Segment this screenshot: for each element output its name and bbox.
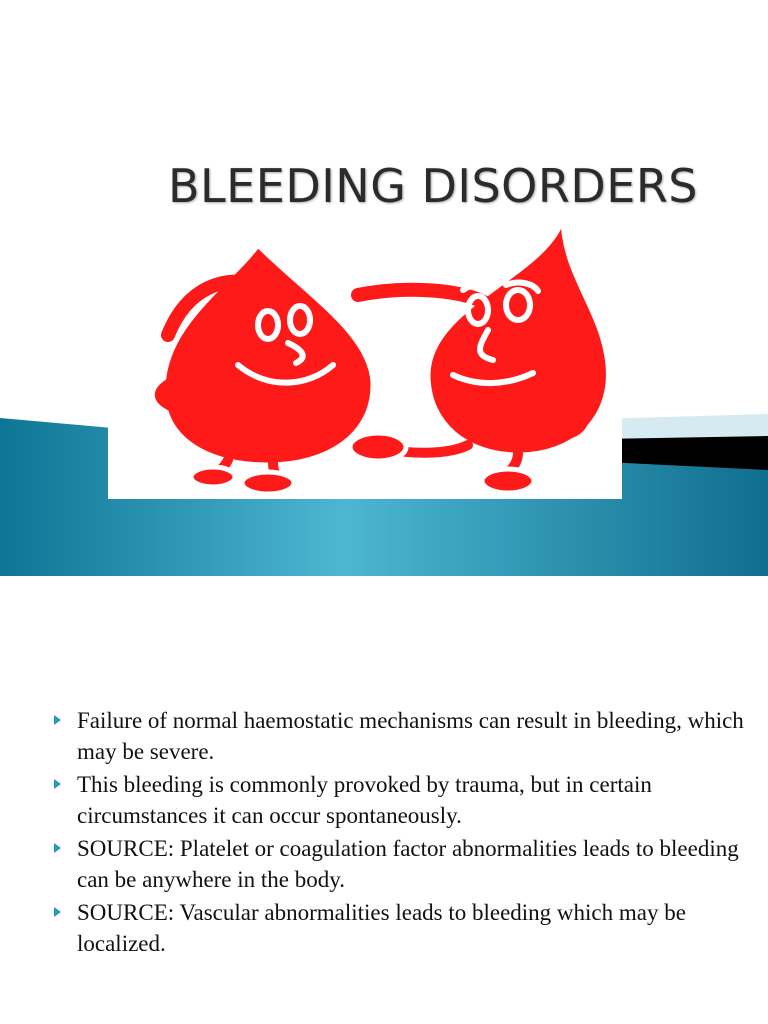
bullet-list <box>52 705 752 961</box>
illustration-panel <box>108 215 622 499</box>
bullet-arrow-icon <box>54 715 61 725</box>
list-item <box>52 897 752 959</box>
bullet-arrow-icon <box>54 779 61 789</box>
blood-drop-characters-icon <box>108 215 622 499</box>
bullet-text: SOURCE: Vascular abnormalities leads to bleeding which may be localized. <box>77 900 686 956</box>
bullet-arrow-icon <box>54 907 61 917</box>
list-item <box>52 833 752 895</box>
bullet-text: This bleeding is commonly provoked by trauma, but in certain circumstances it can occur spontaneously. <box>77 772 652 828</box>
bullet-arrow-icon <box>54 843 61 853</box>
slide-title: BLEEDING DISORDERS <box>168 158 698 213</box>
list-item <box>52 769 752 831</box>
bullet-text: Failure of normal haemostatic mechanisms can result in bleeding, which may be severe. <box>77 708 744 764</box>
list-item <box>52 705 752 767</box>
bullet-text: SOURCE: Platelet or coagulation factor abnormalities leads to bleeding can be anywhere in the body. <box>77 836 739 892</box>
